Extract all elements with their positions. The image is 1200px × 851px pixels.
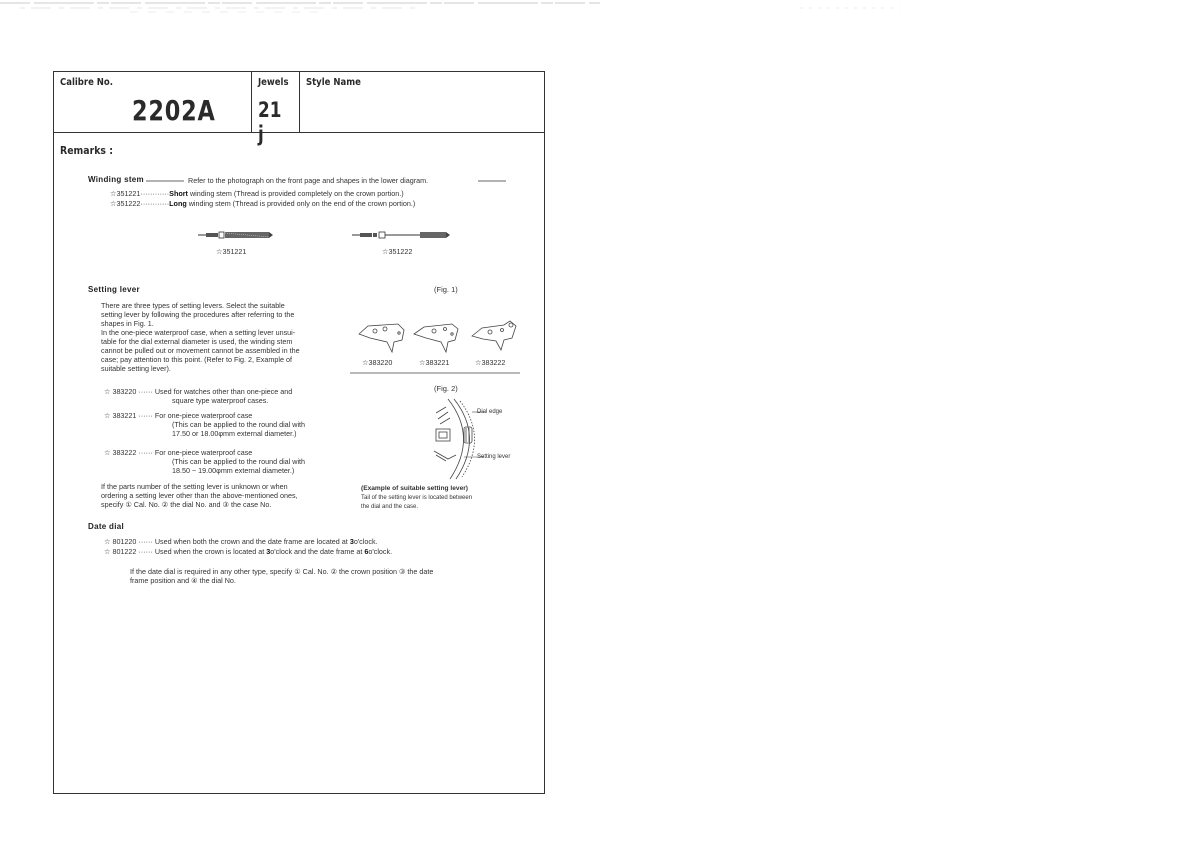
fig1-caption: ☆383220 bbox=[362, 358, 393, 367]
part-code: ☆351221 bbox=[110, 189, 141, 198]
part-code: ☆ 801220 bbox=[104, 537, 137, 546]
dash-line bbox=[146, 180, 184, 182]
stem-description: winding stem (Thread is provided completely on the crown portion.) bbox=[189, 189, 404, 198]
part-code: ☆351222 bbox=[110, 199, 141, 208]
winding-stem-title: Winding stem bbox=[88, 175, 144, 184]
fig2-setting-lever-label: Setting lever bbox=[477, 454, 511, 460]
item-text: For one-piece waterproof case bbox=[154, 448, 253, 457]
fig1-label: (Fig. 1) bbox=[434, 285, 458, 294]
leader-dots: ······ bbox=[138, 411, 153, 420]
fig-divider bbox=[350, 372, 520, 374]
description-line: table for the dial external diameter is used, the winding stem bbox=[101, 337, 293, 346]
calibre-number: 2202A bbox=[132, 94, 216, 127]
leader-dots: ······ bbox=[138, 387, 153, 396]
long-stem-caption: ☆351222 bbox=[382, 247, 413, 256]
winding-stem-item bbox=[110, 199, 415, 208]
item-text: 18.50 ~ 19.00φmm external diameter.) bbox=[172, 466, 295, 475]
description-line: There are three types of setting levers. Select the suitable bbox=[101, 301, 285, 310]
note-line: specify ① Cal. No. ② the dial No. and ③ the case No. bbox=[101, 500, 272, 509]
part-code: ☆ 383220 bbox=[104, 387, 137, 396]
remarks-label: Remarks : bbox=[60, 144, 113, 157]
fig2-caption-line: the dial and the case. bbox=[361, 504, 419, 510]
item-text: (This can be applied to the round dial with bbox=[172, 457, 306, 466]
item-text: (This can be applied to the round dial with bbox=[172, 420, 306, 429]
scan-noise bbox=[0, 0, 1200, 20]
leader-dots: ······ bbox=[138, 448, 153, 457]
stem-kind: Short bbox=[169, 189, 188, 198]
date-dial-note-line: frame position and ④ the dial No. bbox=[130, 576, 236, 585]
part-code-line bbox=[104, 411, 252, 420]
item-text: o'clock and the date frame at bbox=[270, 547, 363, 556]
part-code: ☆ 801222 bbox=[104, 547, 137, 556]
item-text: For one-piece waterproof case bbox=[154, 411, 253, 420]
fig2-caption-title: (Example of suitable setting lever) bbox=[361, 485, 468, 492]
leader-dots: ······ bbox=[138, 537, 153, 546]
dash-line bbox=[478, 180, 506, 182]
item-text: square type waterproof cases. bbox=[172, 396, 269, 405]
leader-dots: ······ bbox=[138, 547, 153, 556]
leader-dots: ············ bbox=[140, 199, 170, 208]
fig2-label: (Fig. 2) bbox=[434, 384, 458, 393]
style-name-cell bbox=[300, 72, 544, 132]
setting-lever-title: Setting lever bbox=[88, 285, 140, 294]
part-code: ☆ 383221 bbox=[104, 411, 137, 420]
fig2-dial-edge-label: Dial edge bbox=[477, 409, 503, 415]
jewels-count: 21 j bbox=[258, 98, 282, 146]
calibre-cell bbox=[54, 72, 252, 132]
position-number: 6 bbox=[364, 547, 369, 556]
date-dial-item bbox=[104, 547, 392, 556]
short-stem-caption: ☆351221 bbox=[216, 247, 247, 256]
calibre-label: Calibre No. bbox=[60, 77, 113, 88]
item-text: Used for watches other than one-piece and bbox=[154, 387, 293, 396]
header-table bbox=[54, 72, 544, 146]
description-line: cannot be pulled out or movement cannot be assembled in the bbox=[101, 346, 300, 355]
stem-description: winding stem (Thread is provided only on the end of the crown portion.) bbox=[188, 199, 416, 208]
description-line: In the one-piece waterproof case, when a setting lever unsui- bbox=[101, 328, 296, 337]
note-line: ordering a setting lever other than the above-mentioned ones, bbox=[101, 491, 298, 500]
jewels-label: Jewels bbox=[258, 77, 289, 88]
long-stem-drawing bbox=[352, 230, 452, 240]
part-code-line bbox=[104, 387, 292, 396]
fig1-setting-lever-shapes bbox=[354, 320, 524, 358]
note-line: If the parts number of the setting lever is unknown or when bbox=[101, 482, 288, 491]
fig1-caption: ☆383221 bbox=[419, 358, 450, 367]
description-line: setting lever by following the procedures after referring to the bbox=[101, 310, 295, 319]
description-line: shapes in Fig. 1. bbox=[101, 319, 154, 328]
item-text: o'clock. bbox=[353, 537, 378, 546]
winding-stem-intro: Refer to the photograph on the front page and shapes in the lower diagram. bbox=[188, 176, 429, 185]
item-text: Used when the crown is located at bbox=[154, 547, 265, 556]
position-number: 3 bbox=[266, 547, 271, 556]
description-line: suitable setting lever). bbox=[101, 364, 171, 373]
stem-kind: Long bbox=[169, 199, 187, 208]
date-dial-item bbox=[104, 537, 378, 546]
winding-stem-item bbox=[110, 189, 404, 198]
date-dial-title: Date dial bbox=[88, 522, 125, 531]
leader-dots: ············ bbox=[140, 189, 170, 198]
item-text: 17.50 or 18.00φmm external diameter.) bbox=[172, 429, 297, 438]
item-text: o'clock. bbox=[368, 547, 393, 556]
part-code-line bbox=[104, 448, 252, 457]
position-number: 3 bbox=[349, 537, 354, 546]
description-line: case; pay attention to this point. (Refer to Fig. 2, Example of bbox=[101, 355, 292, 364]
fig1-caption: ☆383222 bbox=[475, 358, 506, 367]
item-text: Used when both the crown and the date frame are located at bbox=[154, 537, 348, 546]
date-dial-note-line: If the date dial is required in any other type, specify ① Cal. No. ② the crown position ③ the date bbox=[130, 567, 434, 576]
spec-sheet bbox=[53, 71, 545, 794]
jewels-cell bbox=[252, 72, 300, 146]
fig2-caption-line: Tail of the setting lever is located between bbox=[361, 495, 473, 501]
style-name-label: Style Name bbox=[306, 77, 361, 88]
short-stem-drawing bbox=[198, 230, 274, 240]
part-code: ☆ 383222 bbox=[104, 448, 137, 457]
